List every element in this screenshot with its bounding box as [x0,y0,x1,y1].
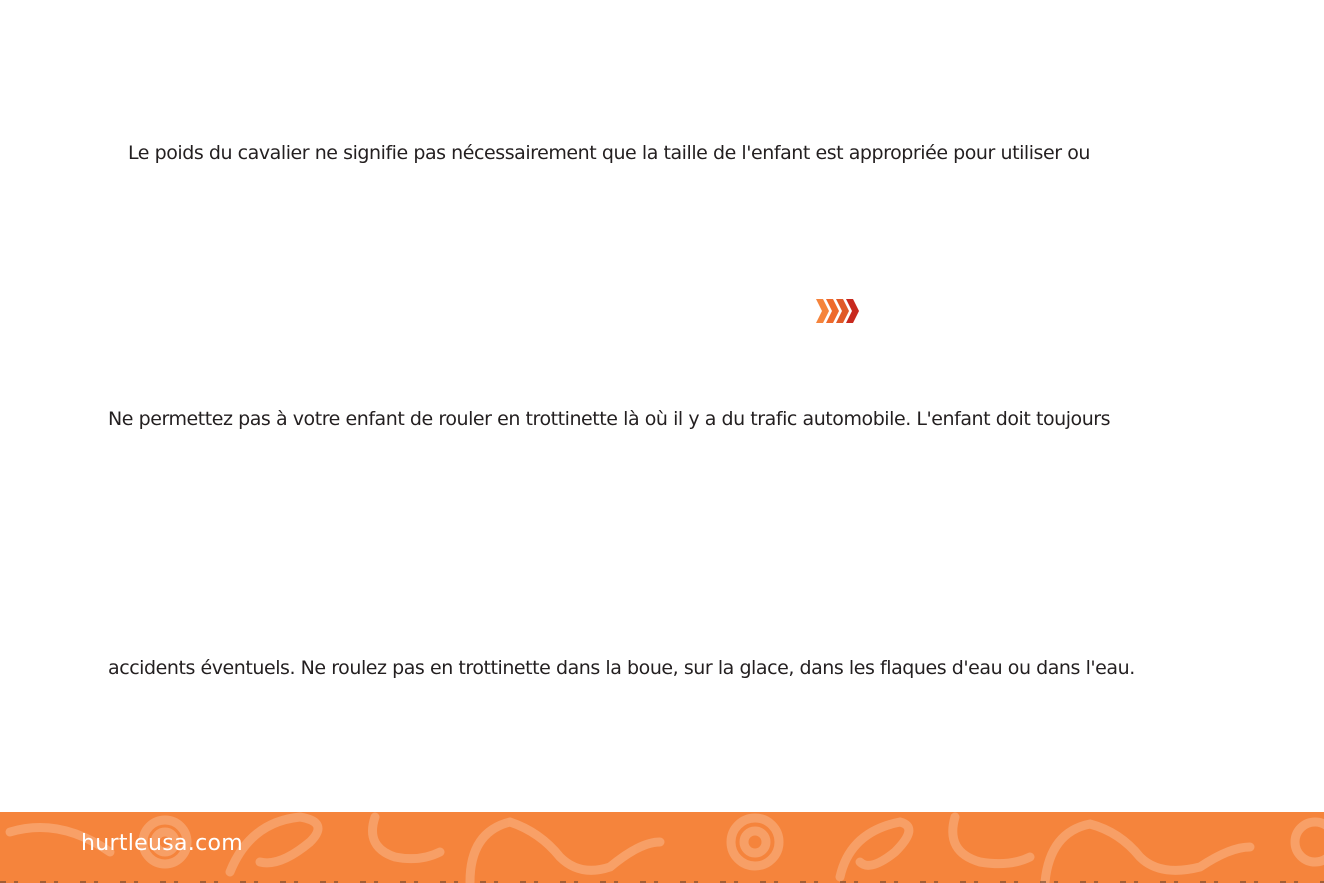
website-link[interactable]: hurtleusa.com [81,831,243,856]
body-text-line-1: Le poids du cavalier ne signifie pas nécessairement que la taille de l'enfant est appropriée pour utiliser ou [128,142,1090,164]
body-text-line-2: Ne permettez pas à votre enfant de rouler en trottinette là où il y a du trafic automobile. L'enfant doit toujours [108,408,1111,430]
body-text-line-3: accidents éventuels. Ne roulez pas en trottinette dans la boue, sur la glace, dans les flaques d'eau ou dans l'eau. [108,657,1135,679]
footer-band [0,812,1324,883]
chevron-arrows-icon [814,297,862,325]
